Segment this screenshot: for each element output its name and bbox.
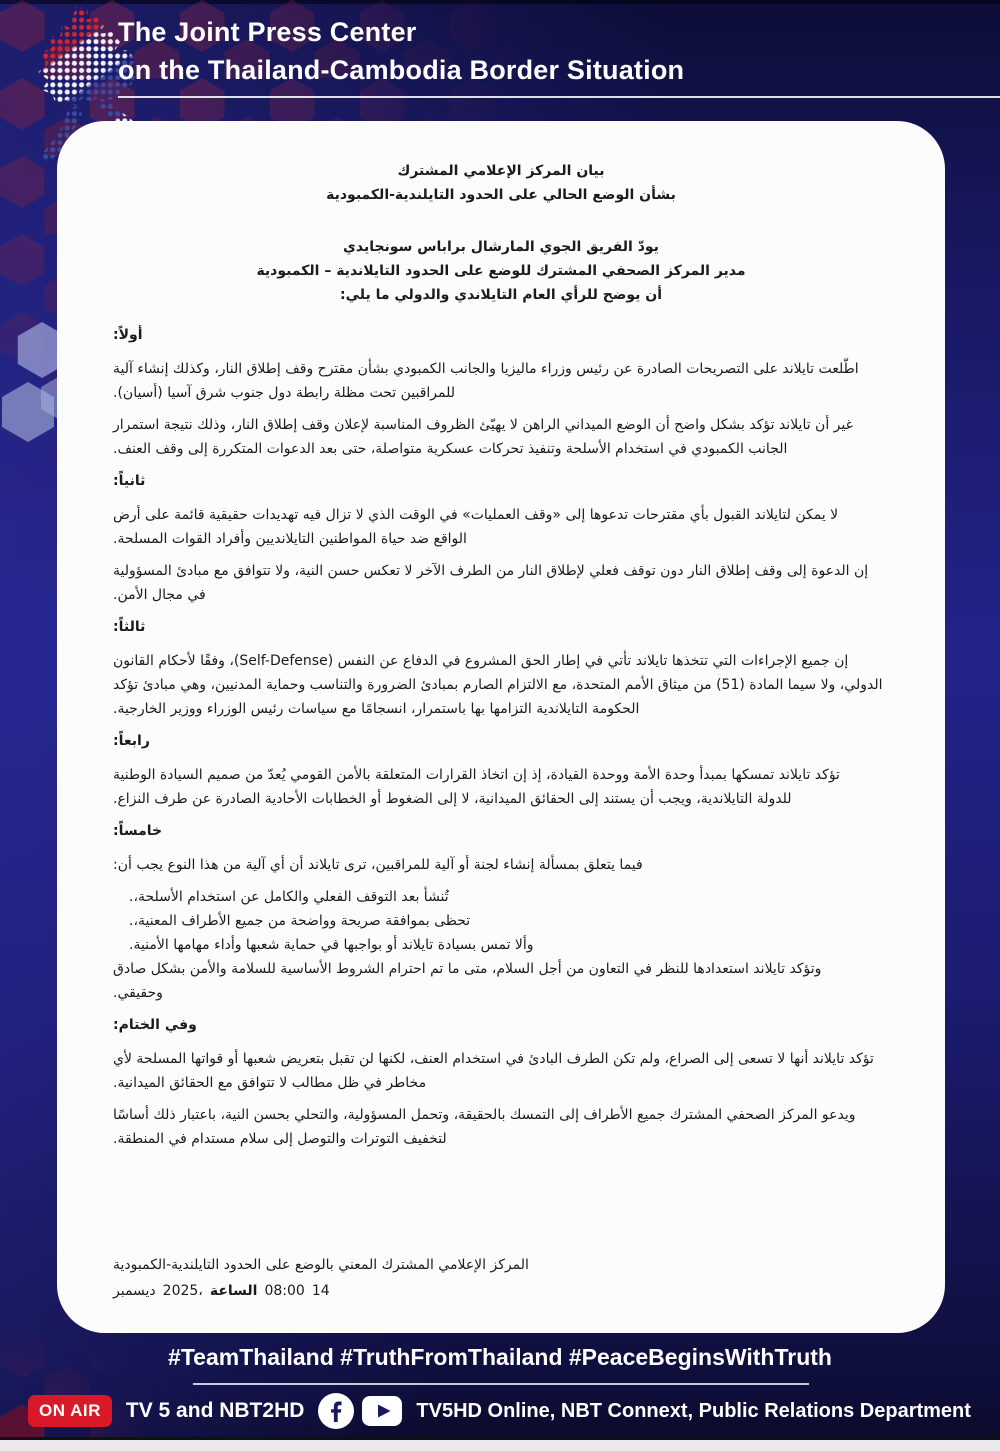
date-year: 2025، <box>162 1283 203 1299</box>
signature-block <box>113 1253 529 1303</box>
footer-divider <box>193 1383 809 1385</box>
header-divider <box>118 96 1000 98</box>
footer-hashtags: #TeamThailand #TruthFromThailand #PeaceBeginsWithTruth <box>168 1344 832 1370</box>
condition-item: تحظى بموافقة صريحة وواضحة من جميع الأطراف المعنية،. <box>129 913 471 929</box>
intro-speaker: يودّ الفريق الجوي المارشال براباس سونجايدي <box>343 239 659 255</box>
document-title-line2: بشأن الوضع الحالي على الحدود التايلندية-الكمبودية <box>326 187 676 203</box>
platform-names: TV5HD Online, NBT Connext, Public Relations Department <box>416 1399 971 1422</box>
date-time: 08:00 <box>264 1283 305 1299</box>
youtube-icon[interactable] <box>362 1396 402 1426</box>
intro-lead: أن يوضح للرأي العام التايلاندي والدولي ما يلي: <box>339 287 663 303</box>
section-fifth-conditions <box>113 885 889 957</box>
document-card <box>57 121 945 1333</box>
date-month: ديسمبر <box>113 1283 156 1299</box>
section-first-paragraph-2: غير أن تايلاند تؤكد بشكل واضح أن الوضع الميداني الراهن لا يهيّئ الظروف المناسبة لإعلان وقف إطلاق النار، وذلك نتيجة استمرار الجانب الكمبودي في استخدام الأسلحة وتنفيذ تحركات عسكرية متواصلة، حتى بعد الدعوات المتكررة إلى وقف العنف. <box>113 417 853 457</box>
condition-item: تُنشأ بعد التوقف الفعلي والكامل عن استخدام الأسلحة،. <box>129 889 449 905</box>
date-day: 14 <box>311 1283 330 1299</box>
section-fifth <box>113 819 889 1005</box>
social-icons <box>318 1393 402 1429</box>
section-first <box>113 323 889 461</box>
footer-broadcast-row <box>28 1391 988 1431</box>
section-fifth-heading: خامساً: <box>113 823 163 839</box>
section-closing-paragraph-2: ويدعو المركز الصحفي المشترك جميع الأطراف إلى التمسك بالحقيقة، وتحمل المسؤولية، والتحلي بحسن النية، باعتبار ذلك أساسًا لتخفيف التوترات والتوصل إلى سلام مستدام في المنطقة. <box>113 1107 856 1147</box>
facebook-icon[interactable] <box>318 1393 354 1429</box>
section-first-heading: أولاً: <box>113 327 143 343</box>
bottom-edge-strip <box>0 1440 1000 1451</box>
section-fifth-paragraph-2: وتؤكد تايلاند استعدادها للنظر في التعاون من أجل السلام، متى ما تم احترام الشروط الأساسية للسلامة والأمن بشكل صادق وحقيقي. <box>113 961 822 1001</box>
section-closing <box>113 1013 889 1151</box>
section-first-paragraph-1: اطّلعت تايلاند على التصريحات الصادرة عن رئيس وزراء ماليزيا والجانب الكمبودي بشأن مقترح وقف إطلاق النار، وكذلك إنشاء آلية للمراقبين تحت مظلة رابطة دول جنوب شرق آسيا (أسيان). <box>113 361 859 401</box>
section-second-paragraph-2: إن الدعوة إلى وقف إطلاق النار دون توقف فعلي لإطلاق النار من الطرف الآخر لا تعكس حسن النية، ولا تتوافق مع مبادئ المسؤولية في مجال الأمن. <box>113 563 869 603</box>
signature-org: المركز الإعلامي المشترك المعني بالوضع على الحدود التايلندية-الكمبودية <box>113 1257 529 1273</box>
document-title-line1: بيان المركز الإعلامي المشترك <box>397 163 605 179</box>
section-closing-heading: وفي الختام: <box>113 1017 197 1033</box>
intro-speaker-role: مدير المركز الصحفي المشترك للوضع على الحدود التايلاندية – الكمبودية <box>256 263 746 279</box>
section-fourth <box>113 729 889 811</box>
section-second-heading: ثانياً: <box>113 473 146 489</box>
section-fifth-paragraph-1: فيما يتعلق بمسألة إنشاء لجنة أو آلية للمراقبين، ترى تايلاند أن أي آلية من هذا النوع يجب أن: <box>113 857 643 873</box>
section-fourth-paragraph-1: تؤكد تايلاند تمسكها بمبدأ وحدة الأمة ووحدة القيادة، إذ إن اتخاذ القرارات المتعلقة بالأمن القومي يُعدّ من صميم السيادة الوطنية للدولة التايلاندية، ويجب أن يستند إلى الحقائق الميدانية، لا إلى الضغوط أو الخطابات الأحادية الصادرة عن طرف النزاع. <box>113 767 840 807</box>
condition-item: وألا تمس بسيادة تايلاند أو بواجبها في حماية شعبها وأداء مهامها الأمنية. <box>129 937 534 953</box>
header-title-block <box>118 13 978 89</box>
signature-date <box>113 1279 529 1303</box>
header-title-line2: on the Thailand-Cambodia Border Situation <box>118 55 685 85</box>
section-closing-paragraph-1: تؤكد تايلاند أنها لا تسعى إلى الصراع، ولم تكن الطرف البادئ في استخدام العنف، لكنها لن تقبل بتعريض شعبها أو قواتها المسلحة لأي مخاطر في ظل مطالب لا تتوافق مع الحقائق الميدانية. <box>113 1051 874 1091</box>
section-third-heading: ثالثاً: <box>113 619 146 635</box>
on-air-badge: ON AIR <box>28 1395 112 1427</box>
section-fourth-heading: رابعاً: <box>113 733 150 749</box>
header-title-line1: The Joint Press Center <box>118 17 417 47</box>
section-third-paragraph-1: إن جميع الإجراءات التي تتخذها تايلاند تأتي في إطار الحق المشروع في الدفاع عن النفس (Self-Defense)، وفقًا لأحكام القانون الدولي، ولا سيما المادة (51) من ميثاق الأمم المتحدة، مع الالتزام الصارم بمبادئ الضرورة والتناسب وحماية المدنيين، وهي مبادئ تؤكد الحكومة التايلاندية التزامها بها باستمرار، انسجامًا مع سياسات رئيس الوزراء ووزير الخارجية. <box>113 653 883 717</box>
section-second <box>113 469 889 607</box>
section-second-paragraph-1: لا يمكن لتايلاند القبول بأي مقترحات تدعوها إلى «وقف العمليات» في الوقت الذي لا تزال فيه تهديدات حقيقية قائمة على أرض الواقع ضد حياة المواطنين التايلانديين وأفراد القوات المسلحة. <box>113 507 839 547</box>
document-title <box>113 159 889 207</box>
date-hour-label: الساعة <box>209 1283 258 1299</box>
channel-names: TV 5 and NBT2HD <box>125 1399 305 1422</box>
document-intro <box>113 235 889 307</box>
section-third <box>113 615 889 721</box>
